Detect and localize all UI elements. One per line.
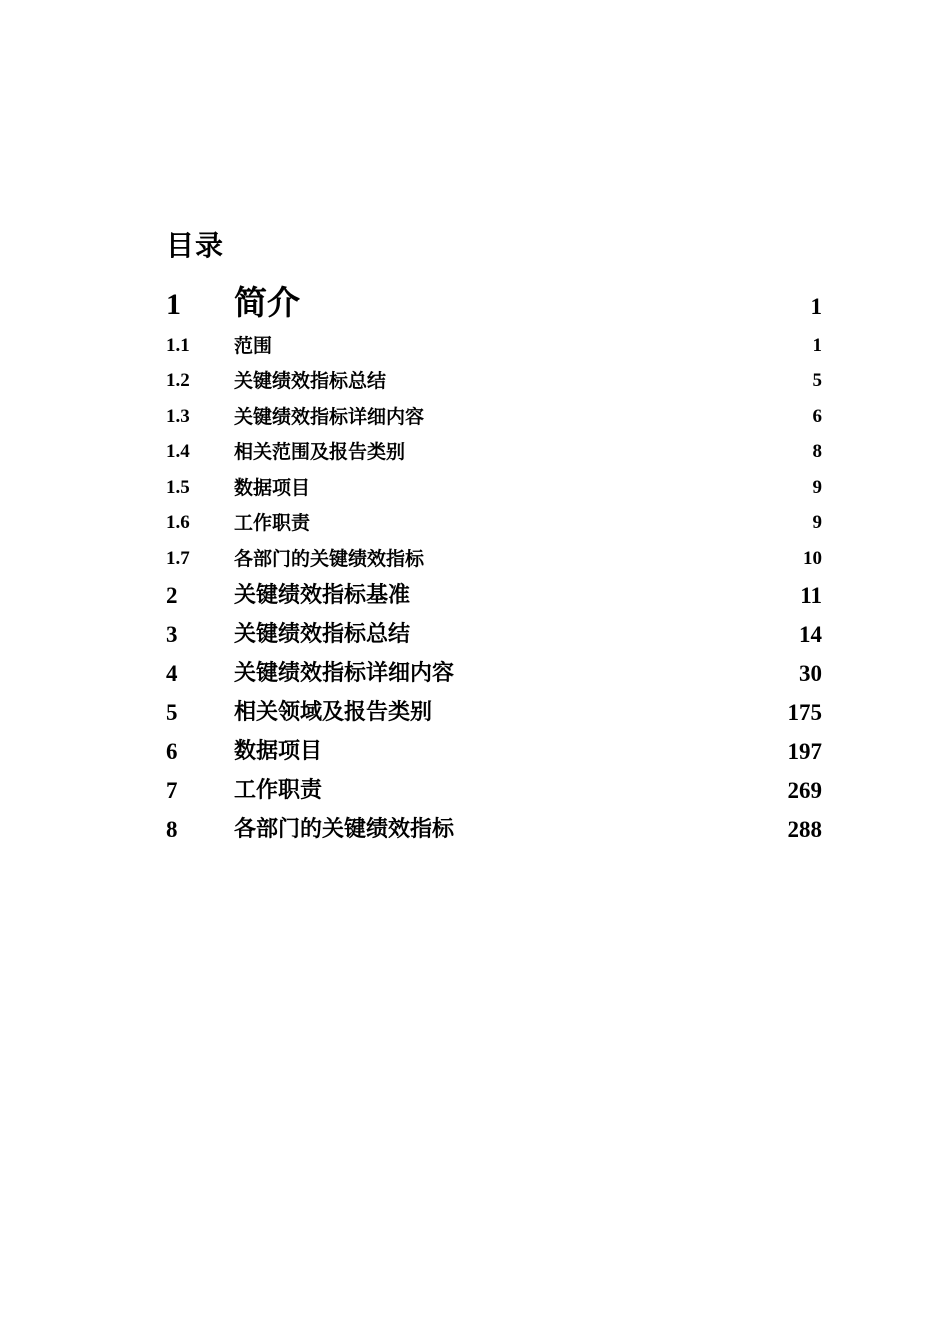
toc-entry-title: 工作职责	[234, 512, 311, 534]
toc-entry-page: 11	[800, 583, 822, 608]
toc-entry-page: 6	[812, 406, 822, 427]
toc-entry-title: 关键绩效指标详细内容	[234, 406, 425, 428]
toc-entry[interactable]	[166, 659, 822, 693]
toc-entry[interactable]	[166, 698, 822, 732]
toc-entry[interactable]	[166, 283, 822, 322]
toc-title: 目录	[166, 229, 225, 262]
toc-entry[interactable]	[166, 403, 822, 437]
toc-entry-title: 相关领域及报告类别	[234, 700, 433, 725]
toc-entry[interactable]	[166, 509, 822, 543]
toc-entry-page: 14	[799, 622, 822, 647]
toc-entry-number: 1.2	[166, 370, 190, 391]
toc-entry-title: 简介	[234, 283, 300, 322]
toc-entry-number: 4	[166, 661, 178, 686]
toc-entry-page: 9	[812, 512, 822, 533]
toc-entry-number: 2	[166, 583, 178, 608]
toc-entry[interactable]	[166, 581, 822, 615]
toc-entry[interactable]	[166, 737, 822, 771]
toc-entry-page: 1	[810, 294, 822, 319]
toc-entry-number: 1.4	[166, 441, 190, 462]
toc-entry-number: 7	[166, 778, 178, 803]
toc-entry-number: 5	[166, 700, 178, 725]
toc-entry-page: 1	[812, 335, 822, 356]
toc-entry-number: 3	[166, 622, 178, 647]
toc-entry-page: 10	[803, 548, 822, 569]
toc-entry-number: 8	[166, 817, 178, 842]
toc-entry-title: 范围	[234, 335, 273, 357]
toc-entry-title: 各部门的关键绩效指标	[234, 817, 455, 842]
toc-entry-number: 1	[166, 288, 181, 321]
toc-entry[interactable]	[166, 474, 822, 508]
toc-entry-number: 1.1	[166, 335, 190, 356]
toc-entry[interactable]	[166, 545, 822, 579]
toc-entry-title: 关键绩效指标总结	[234, 622, 411, 647]
toc-entry-page: 9	[812, 477, 822, 498]
toc-entry-page: 175	[787, 700, 822, 725]
toc-entry[interactable]	[166, 776, 822, 810]
toc-entry-page: 197	[787, 739, 822, 764]
toc-entry-title: 关键绩效指标详细内容	[234, 661, 455, 686]
toc-entry-title: 关键绩效指标基准	[234, 583, 411, 608]
toc-entry[interactable]	[166, 620, 822, 654]
toc-entry-page: 5	[812, 370, 822, 391]
toc-entry-title: 相关范围及报告类别	[234, 441, 406, 463]
toc-entry-page: 8	[812, 441, 822, 462]
toc-entry[interactable]	[166, 438, 822, 472]
toc-entry-title: 关键绩效指标总结	[234, 370, 387, 392]
toc-entry-number: 1.5	[166, 477, 190, 498]
toc-entry-page: 269	[787, 778, 822, 803]
toc-entry-title: 各部门的关键绩效指标	[234, 548, 425, 570]
toc-entry-title: 数据项目	[234, 477, 311, 499]
toc-entry-number: 1.6	[166, 512, 190, 533]
toc-entry-page: 288	[787, 817, 822, 842]
toc-entry[interactable]	[166, 332, 822, 366]
toc-entry[interactable]	[166, 815, 822, 849]
toc-entry-title: 数据项目	[234, 739, 323, 764]
toc-entry-title: 工作职责	[234, 778, 323, 803]
toc-entry-number: 1.7	[166, 548, 190, 569]
toc-entry-number: 6	[166, 739, 178, 764]
toc-entry[interactable]	[166, 367, 822, 401]
toc-entry-number: 1.3	[166, 406, 190, 427]
toc-entry-page: 30	[799, 661, 822, 686]
